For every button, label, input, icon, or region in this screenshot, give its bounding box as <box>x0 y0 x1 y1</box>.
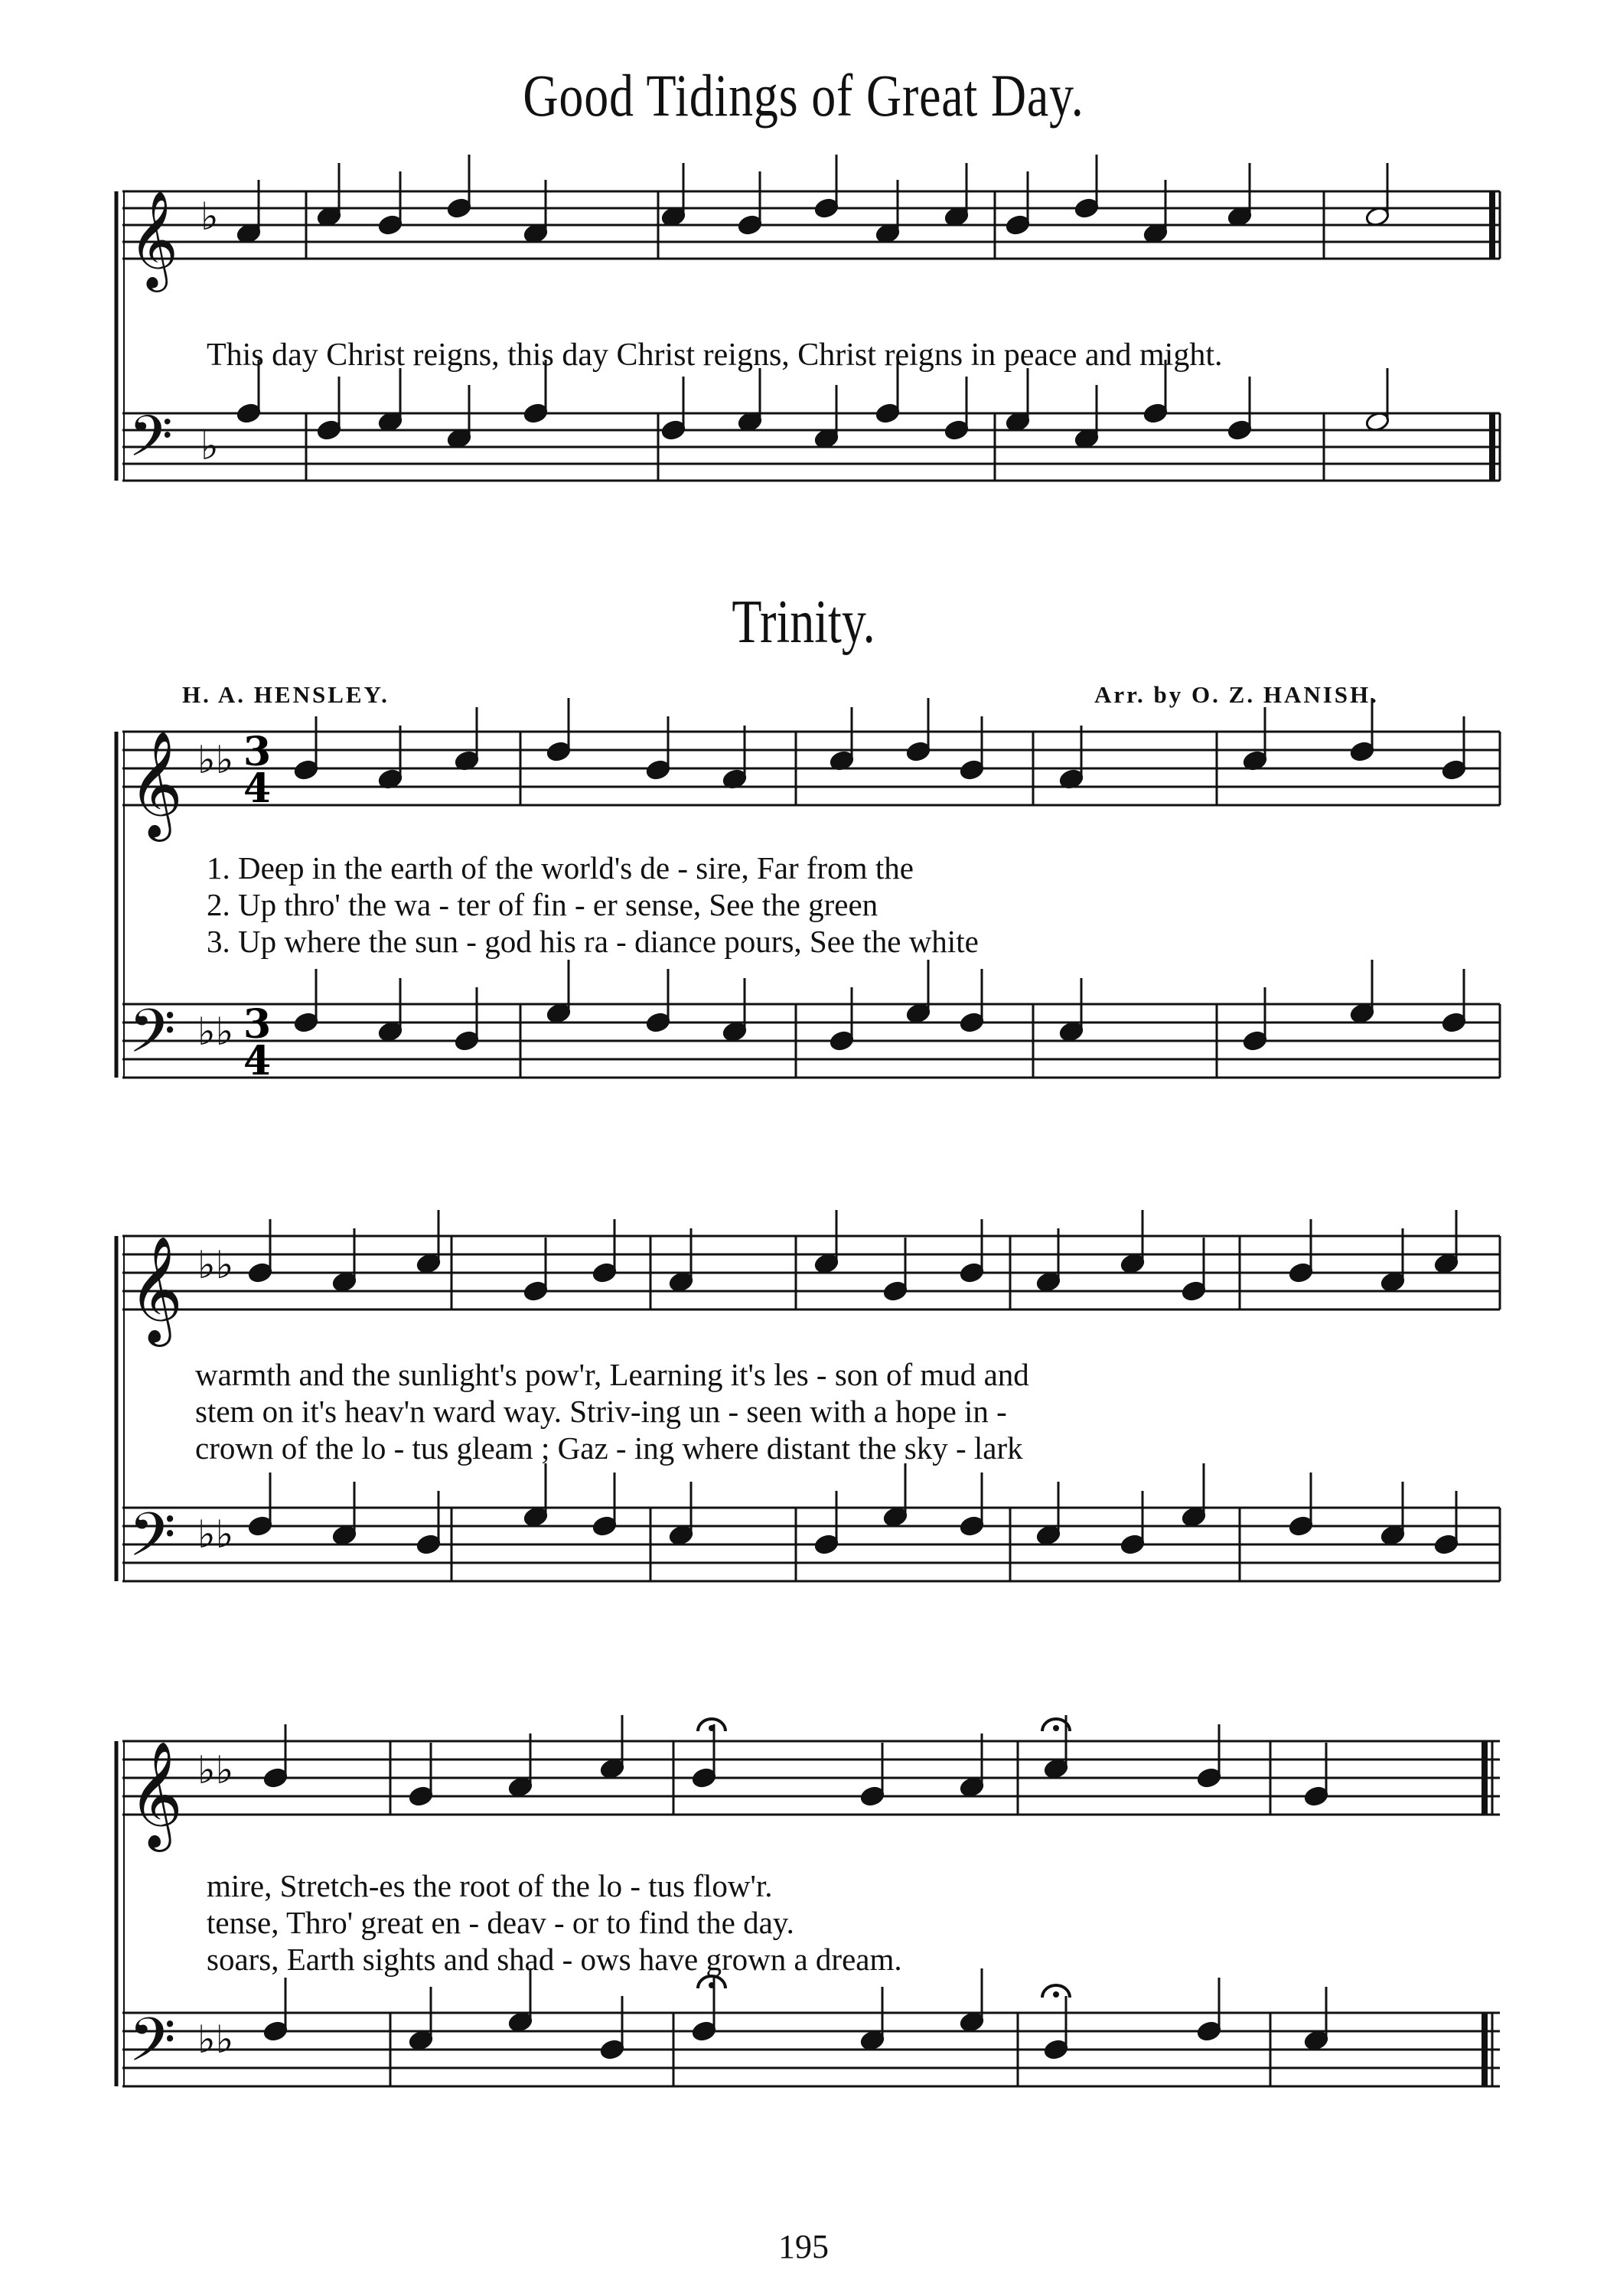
trinity-key-flats: ♭♭ <box>197 738 234 782</box>
system1-verse1: 1. Deep in the earth of the world's de - sire, Far from the <box>207 850 914 885</box>
trinity-s3-treble-clef: 𝄞 <box>129 1741 183 1848</box>
system3-verse1: mire, Stretch-es the root of the lo - tus flow'r. <box>207 1868 773 1903</box>
hymn1-title: Good Tidings of Great Day. <box>523 62 1084 129</box>
hymn1-key-flat: ♭ <box>200 424 219 468</box>
time-signature: 3 <box>243 1001 272 1048</box>
hymn2-author: H. A. HENSLEY. <box>182 681 390 708</box>
time-signature: 4 <box>243 1038 272 1084</box>
trinity-s2-key-flats: ♭♭ <box>197 1243 234 1287</box>
trinity-s2-key-flats: ♭♭ <box>197 1512 234 1557</box>
time-signature: 3 <box>243 729 272 775</box>
page-number: 195 <box>778 2228 829 2265</box>
system3-verse2: tense, Thro' great en - deav - or to find the day. <box>207 1905 794 1940</box>
system1-verse3: 3. Up where the sun - god his ra - diance pours, See the white <box>207 924 979 959</box>
system3-verse3: soars, Earth sights and shad - ows have grown a dream. <box>207 1942 902 1977</box>
hymn2-title: Trinity. <box>732 589 875 656</box>
fermata-dot <box>1053 1991 1059 1998</box>
trinity-s3-bass-clef: 𝄢 <box>129 2004 176 2090</box>
hymn1-lyric: This day Christ reigns, this day Christ reigns, Christ reigns in peace and might. <box>207 338 1223 373</box>
system1-verse2: 2. Up thro' the wa - ter of fin - er sense, See the green <box>207 887 878 922</box>
trinity-key-flats: ♭♭ <box>197 1009 234 1054</box>
time-signature: 4 <box>243 765 272 812</box>
hymn2-arranger: Arr. by O. Z. HANISH. <box>1094 681 1379 708</box>
trinity-s3-key-flats: ♭♭ <box>197 1748 234 1792</box>
system2-verse3: crown of the lo - tus gleam ; Gaz - ing where distant the sky - lark <box>195 1430 1023 1466</box>
fermata-dot <box>1053 1725 1059 1731</box>
system2-verse1: warmth and the sunlight's pow'r, Learning it's les - son of mud and <box>195 1357 1029 1392</box>
fermata-dot <box>709 1725 715 1731</box>
trinity-s2-treble-clef: 𝄞 <box>129 1236 183 1342</box>
trinity-bass-clef: 𝄢 <box>129 996 176 1081</box>
system2-verse2: stem on it's heav'n ward way. Striv-ing un - seen with a hope in - <box>195 1394 1007 1429</box>
trinity-treble-clef: 𝄞 <box>129 731 183 837</box>
hymn1-treble-clef: 𝄞 <box>129 190 179 288</box>
trinity-s3-key-flats: ♭♭ <box>197 2017 234 2062</box>
trinity-s2-bass-clef: 𝄢 <box>129 1499 176 1585</box>
fermata-dot <box>709 1982 715 1988</box>
hymn1-key-flat: ♭ <box>200 194 219 239</box>
hymn1-bass-clef: 𝄢 <box>129 403 173 484</box>
